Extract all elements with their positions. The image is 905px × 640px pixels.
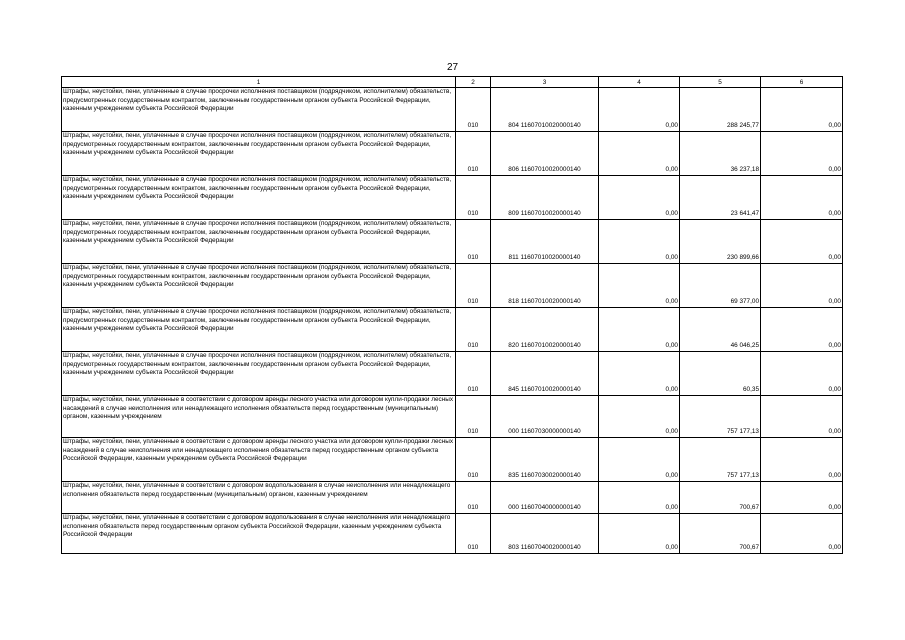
table-row [62,352,843,396]
row-budget-code: 835 11607030020000140 [491,438,599,482]
row-value-col4: 0,00 [599,514,680,554]
row-value-col6: 0,00 [761,482,843,514]
row-value-col6: 0,00 [761,514,843,554]
column-header-1: 1 [62,77,456,88]
row-value-col6: 0,00 [761,88,843,132]
row-budget-code: 818 11607010020000140 [491,264,599,308]
table-row [62,308,843,352]
row-value-col4: 0,00 [599,88,680,132]
row-value-col6: 0,00 [761,352,843,396]
row-value-col6: 0,00 [761,132,843,176]
report-table [61,76,843,554]
table-row [62,176,843,220]
table-header-row [62,77,843,88]
row-description: Штрафы, неустойки, пени, уплаченные в соответствии с договором водопользования в случае неисполнения или ненадлежащего исполнения обязательств перед государственным органом субъекта Российской Федерации, казенным учреждением субъекта Российской Федерации [62,514,456,554]
row-value-col4: 0,00 [599,482,680,514]
row-description: Штрафы, неустойки, пени, уплаченные в случае просрочки исполнения поставщиком (подрядчиком, исполнителем) обязательств, предусмотренных государственным контрактом, заключенным государственным органом субъекта Российской Федерации, казенным учреждением субъекта Российской Федерации [62,352,456,396]
row-value-col6: 0,00 [761,264,843,308]
table-row [62,132,843,176]
table-row [62,514,843,554]
row-description: Штрафы, неустойки, пени, уплаченные в случае просрочки исполнения поставщиком (подрядчиком, исполнителем) обязательств, предусмотренных государственным контрактом, заключенным государственным органом субъекта Российской Федерации, казенным учреждением субъекта Российской Федерации [62,308,456,352]
column-header-5: 5 [680,77,761,88]
table-row [62,482,843,514]
row-line-code: 010 [456,482,491,514]
row-description: Штрафы, неустойки, пени, уплаченные в соответствии с договором аренды лесного участка или договором купли-продажи лесных насаждений в случае неисполнения или ненадлежащего исполнения обязательств перед государственным (муниципальным) органом, казенным учреждением [62,396,456,438]
page-number: 27 [446,62,459,73]
row-value-col5: 288 245,77 [680,88,761,132]
row-value-col6: 0,00 [761,176,843,220]
row-value-col5: 60,35 [680,352,761,396]
row-budget-code: 804 11607010020000140 [491,88,599,132]
row-description: Штрафы, неустойки, пени, уплаченные в случае просрочки исполнения поставщиком (подрядчиком, исполнителем) обязательств, предусмотренных государственным контрактом, заключенным государственным органом субъекта Российской Федерации, казенным учреждением субъекта Российской Федерации [62,132,456,176]
row-value-col4: 0,00 [599,132,680,176]
row-value-col5: 36 237,18 [680,132,761,176]
row-value-col5: 700,67 [680,482,761,514]
table-row [62,264,843,308]
row-description: Штрафы, неустойки, пени, уплаченные в случае просрочки исполнения поставщиком (подрядчиком, исполнителем) обязательств, предусмотренных государственным контрактом, заключенным государственным органом субъекта Российской Федерации, казенным учреждением субъекта Российской Федерации [62,176,456,220]
row-line-code: 010 [456,132,491,176]
row-value-col5: 23 641,47 [680,176,761,220]
row-description: Штрафы, неустойки, пени, уплаченные в соответствии с договором водопользования в случае неисполнения или ненадлежащего исполнения обязательств перед государственным (муниципальным) органом, казенным учреждением [62,482,456,514]
column-header-6: 6 [761,77,843,88]
row-value-col4: 0,00 [599,308,680,352]
row-budget-code: 820 11607010020000140 [491,308,599,352]
row-line-code: 010 [456,220,491,264]
row-value-col5: 757 177,13 [680,438,761,482]
table-row [62,220,843,264]
row-value-col4: 0,00 [599,264,680,308]
column-header-4: 4 [599,77,680,88]
row-value-col5: 69 377,00 [680,264,761,308]
row-value-col5: 757 177,13 [680,396,761,438]
table-row [62,438,843,482]
row-budget-code: 803 11607040020000140 [491,514,599,554]
row-line-code: 010 [456,308,491,352]
row-budget-code: 000 11607030000000140 [491,396,599,438]
row-value-col4: 0,00 [599,396,680,438]
row-line-code: 010 [456,438,491,482]
row-budget-code: 811 11607010020000140 [491,220,599,264]
row-description: Штрафы, неустойки, пени, уплаченные в соответствии с договором аренды лесного участка или договором купли-продажи лесных насаждений в случае неисполнения или ненадлежащего исполнения обязательств перед государственным органом субъекта Российской Федерации, казенным учреждением субъекта Российской Федерации [62,438,456,482]
row-value-col4: 0,00 [599,220,680,264]
row-value-col4: 0,00 [599,352,680,396]
row-value-col5: 700,67 [680,514,761,554]
row-line-code: 010 [456,352,491,396]
row-value-col5: 46 046,25 [680,308,761,352]
row-line-code: 010 [456,396,491,438]
row-line-code: 010 [456,514,491,554]
row-value-col6: 0,00 [761,220,843,264]
row-value-col5: 230 899,66 [680,220,761,264]
row-budget-code: 845 11607010020000140 [491,352,599,396]
row-value-col4: 0,00 [599,176,680,220]
row-budget-code: 000 11607040000000140 [491,482,599,514]
row-description: Штрафы, неустойки, пени, уплаченные в случае просрочки исполнения поставщиком (подрядчиком, исполнителем) обязательств, предусмотренных государственным контрактом, заключенным государственным органом субъекта Российской Федерации, казенным учреждением субъекта Российской Федерации [62,264,456,308]
row-description: Штрафы, неустойки, пени, уплаченные в случае просрочки исполнения поставщиком (подрядчиком, исполнителем) обязательств, предусмотренных государственным контрактом, заключенным государственным органом субъекта Российской Федерации, казенным учреждением субъекта Российской Федерации [62,88,456,132]
column-header-2: 2 [456,77,491,88]
row-description: Штрафы, неустойки, пени, уплаченные в случае просрочки исполнения поставщиком (подрядчиком, исполнителем) обязательств, предусмотренных государственным контрактом, заключенным государственным органом субъекта Российской Федерации, казенным учреждением субъекта Российской Федерации [62,220,456,264]
row-value-col4: 0,00 [599,438,680,482]
row-line-code: 010 [456,88,491,132]
row-value-col6: 0,00 [761,396,843,438]
column-header-3: 3 [491,77,599,88]
row-value-col6: 0,00 [761,308,843,352]
table-row [62,396,843,438]
row-budget-code: 806 11607010020000140 [491,132,599,176]
row-line-code: 010 [456,176,491,220]
table-row [62,88,843,132]
row-line-code: 010 [456,264,491,308]
row-value-col6: 0,00 [761,438,843,482]
row-budget-code: 809 11607010020000140 [491,176,599,220]
